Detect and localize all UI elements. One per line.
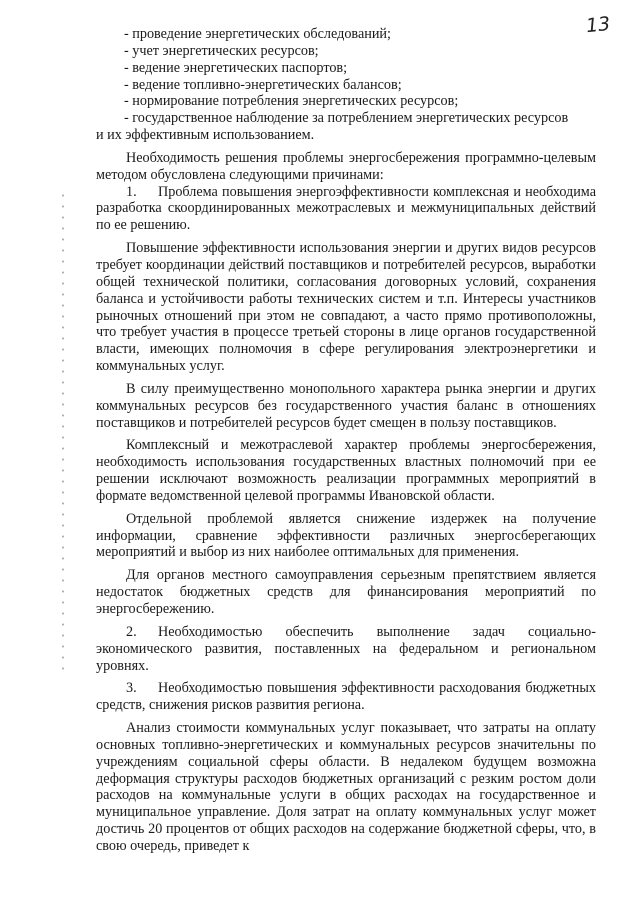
- bullet-item: - нормирование потребления энергетических ресурсов;: [124, 93, 459, 110]
- paragraph-utility-costs: Анализ стоимости коммунальных услуг показывает, что затраты на оплату основных топливно-энергетических и коммунальных ресурсов значительны по учреждениям социальной сферы области. В недалеком будущем возможна деформация структуры расходов бюджетных организаций с резким ростом доли расходов на коммунальные услуги в общих расходах на государственное и муниципальное управление. Доля затрат на оплату коммунальных услуг может достичь 20 процентов от общих расходов на содержание бюджетной сферы, что, в свою очередь, приведет к: [96, 720, 596, 854]
- numbered-item-1: [96, 184, 596, 235]
- page-number: 13: [584, 12, 612, 38]
- paragraph-complex-character: Комплексный и межотраслевой характер проблемы энергосбережения, необходимость использования государственных властных полномочий при ее решении исключают возможность реализации программных мероприятий в формате ведомственной целевой программы Ивановской области.: [96, 437, 596, 504]
- paragraph-coordination: Повышение эффективности использования энергии и других видов ресурсов требует координации действий поставщиков и потребителей ресурсов, выработки общей технической политики, согласования договорных условий, сохранения баланса и устойчивости работы технических систем и т.п. Интересы участников рыночных отношений при этом не совпадают, а часто прямо противоположны, что требует участия в процессе третьей стороны в лице органов государственной власти, имеющих полномочия в сфере регулирования электроэнергетики и коммунальных услуг.: [96, 240, 596, 375]
- bullet-item: - проведение энергетических обследований;: [124, 26, 391, 42]
- numbered-item-3: [96, 680, 596, 714]
- bullet-item: - ведение топливно-энергетических балансов;: [124, 76, 402, 93]
- item-number: 3.: [126, 680, 137, 697]
- bullet-item: - учет энергетических ресурсов;: [124, 42, 319, 59]
- paragraph-local-budgets: Для органов местного самоуправления серьезным препятствием является недостаток бюджетных средств для финансирования мероприятий по энергосбережению.: [96, 567, 596, 617]
- item-text: Проблема повышения энергоэффективности комплексная и необходима разработка скоординированных межотраслевых и межмуниципальных действий по ее решению.: [96, 183, 596, 234]
- paragraph-reasons: Необходимость решения проблемы энергосбережения программно-целевым методом обусловлена следующими причинами:: [96, 149, 596, 183]
- paragraph-monopoly: В силу преимущественно монопольного характера рынка энергии и других коммунальных ресурсов без государственного участия баланс в отношениях поставщиков и потребителей ресурсов будет смещен в пользу поставщиков.: [96, 380, 596, 431]
- bullet-item: - ведение энергетических паспортов;: [124, 59, 348, 76]
- item-number: 2.: [126, 623, 137, 640]
- item-text: Необходимостью обеспечить выполнение задач социально-экономического развития, поставленных на федеральном и региональном уровнях.: [96, 623, 596, 674]
- document-body: [96, 26, 596, 855]
- bullet-item: - государственное наблюдение за потреблением энергетических ресурсов: [124, 110, 569, 127]
- paragraph-information-costs: Отдельной проблемой является снижение издержек на получение информации, сравнение эффективности различных энергосберегающих мероприятий и выбор из них наиболее оптимальных для применения.: [96, 510, 596, 561]
- item-text: Необходимостью повышения эффективности расходования бюджетных средств, снижения рисков развития региона.: [96, 680, 596, 714]
- numbered-item-2: [96, 624, 596, 675]
- margin-dots: [62, 190, 64, 670]
- item-number: 1.: [126, 183, 137, 200]
- bullet-item-continuation: и их эффективным использованием.: [96, 127, 315, 144]
